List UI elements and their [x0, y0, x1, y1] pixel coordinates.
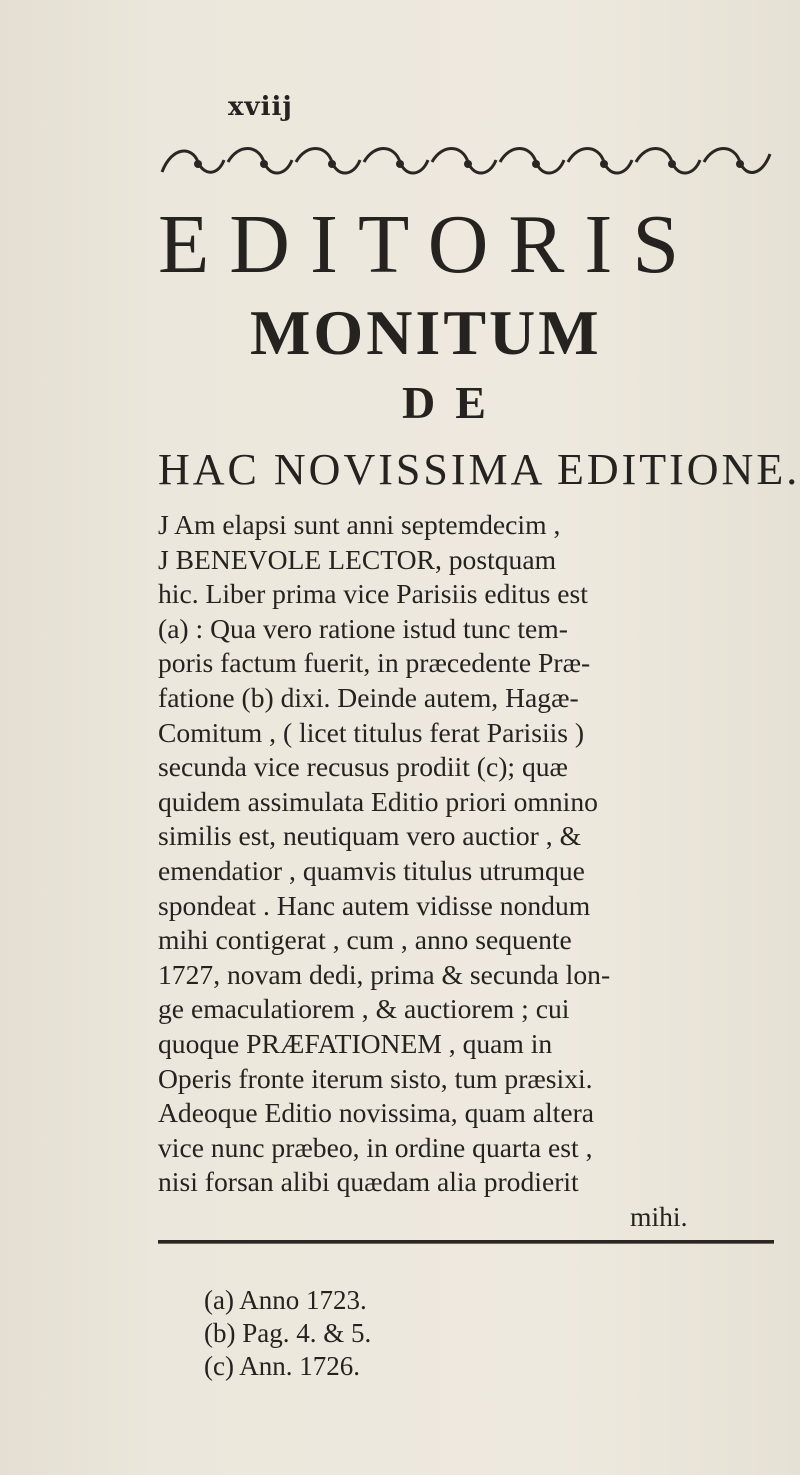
text-line: secunda vice recusus prodiit (c); quæ	[158, 751, 568, 783]
footnotes	[204, 1284, 371, 1383]
text-line: 1727, novam dedi, prima & secunda lon-	[158, 958, 611, 990]
text-line: (a) : Qua vero ratione istud tunc tem-	[158, 612, 568, 644]
text-line: vice nunc præbeo, in ordine quarta est ,	[158, 1131, 593, 1163]
text-line: Operis fronte iterum sisto, tum præsixi.	[158, 1062, 593, 1094]
text-line: Adeoque Editio novissima, quam altera	[158, 1097, 595, 1129]
text-line: fatione (b) dixi. Deinde autem, Hagæ-	[158, 681, 579, 713]
text-line: quoque PRÆFATIONEM , quam in	[158, 1027, 553, 1059]
text-line: similis est, neutiquam vero auctior , &	[158, 820, 582, 852]
text-line: nisi forsan alibi quædam alia prodierit	[158, 1166, 579, 1198]
text-line: emendatior , quamvis titulus utrumque	[158, 854, 585, 886]
footnote: (a) Anno 1723.	[204, 1285, 367, 1315]
text-line: quidem assimulata Editio priori omnino	[158, 785, 598, 817]
text-line: mihi.	[630, 1200, 688, 1232]
heading-hac-novissima-editione: HAC NOVISSIMA EDITIONE.	[158, 445, 800, 494]
body-paragraph	[158, 508, 786, 1234]
ornamental-border	[158, 140, 773, 182]
text-line: J Am elapsi sunt anni septemdecim ,	[158, 509, 561, 540]
footnote-divider	[158, 1240, 774, 1244]
text-line: Comitum , ( licet titulus ferat Parisiis )	[158, 716, 585, 748]
text-line: J BENEVOLE LECTOR, postquam	[158, 543, 557, 575]
heading-de: DE	[402, 377, 506, 428]
heading-editoris: EDITORIS	[158, 198, 700, 291]
heading-monitum: MONITUM	[250, 297, 602, 368]
text-line: hic. Liber prima vice Parisiis editus est	[158, 578, 588, 610]
footnote: (c) Ann. 1726.	[204, 1351, 360, 1381]
text-line: spondeat . Hanc autem vidisse nondum	[158, 889, 591, 921]
footnote: (b) Pag. 4. & 5.	[204, 1318, 372, 1348]
text-line: mihi contigerat , cum , anno sequente	[158, 924, 572, 956]
text-line: ge emaculatiorem , & auctiorem ; cui	[158, 993, 570, 1025]
text-line: poris factum fuerit, in præcedente Præ-	[158, 647, 591, 679]
page-number: xviij	[228, 92, 293, 122]
